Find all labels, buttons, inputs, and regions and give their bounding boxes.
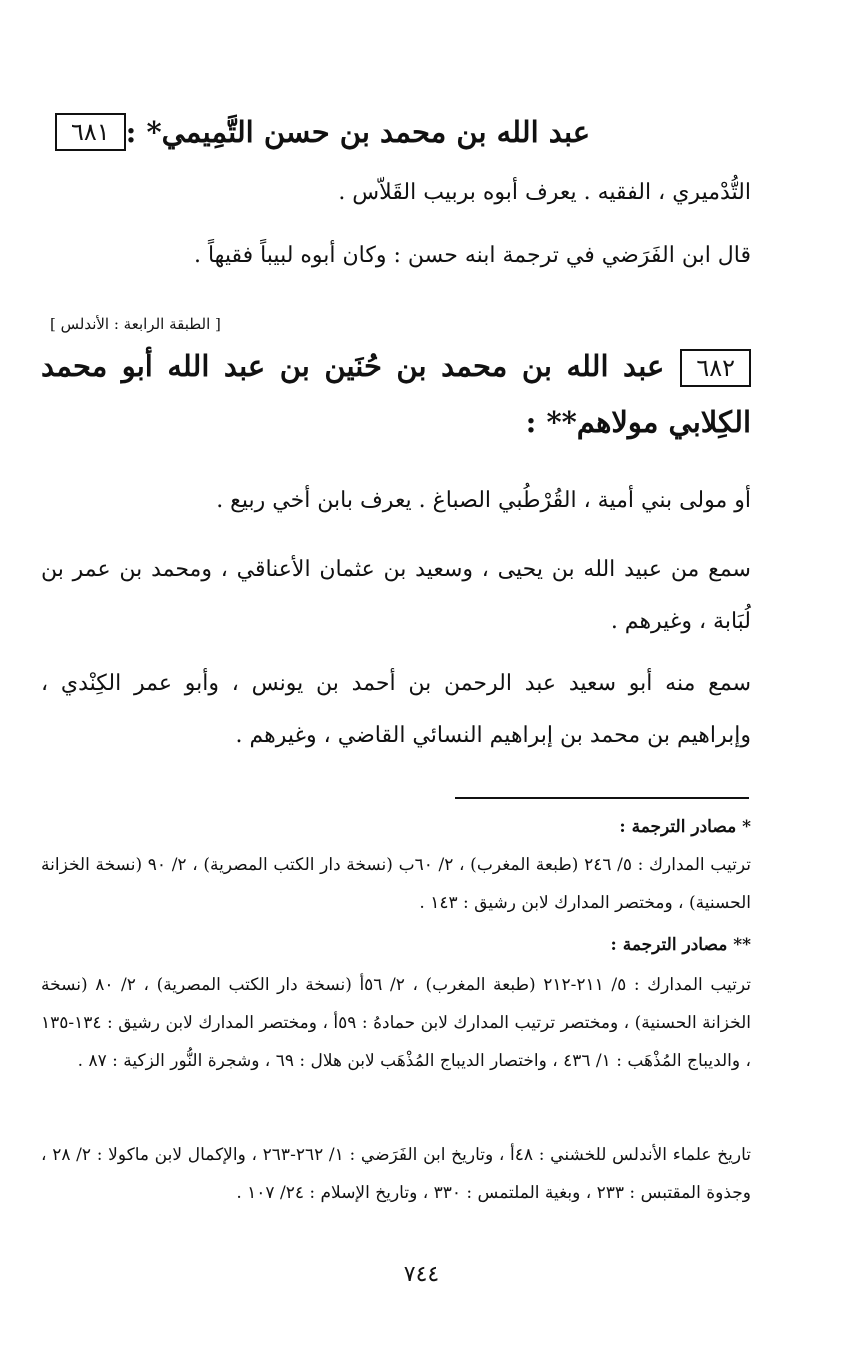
entry-682-para-1: أو مولى بني أمية ، القُرْطُبي الصباغ . يعرف بابن أخي ربيع . <box>216 488 751 513</box>
page-number: ٧٤٤ <box>403 1262 440 1287</box>
entry-title: عبد الله بن محمد بن حُنَين بن عبد الله أبو محمد الكِلابي مولاهم <box>41 349 751 439</box>
entry-682-para-3: سمع منه أبو سعيد عبد الرحمن بن أحمد بن يونس ، وأبو عمر الكِنْدي ، وإبراهيم بن محمد بن إبراهيم النسائي القاضي ، وغيرهم . <box>41 671 751 748</box>
entry-681-line-1: التُّدْميري ، الفقيه . يعرف أبوه بربيب القَلاّس . <box>338 180 751 205</box>
footnote-mark: * : <box>125 115 162 149</box>
entry-682-para-2: سمع من عبيد الله بن يحيى ، وسعيد بن عثمان الأعناقي ، ومحمد بن عمر بن لُبَابة ، وغيرهم . <box>41 557 751 634</box>
entry-681-heading <box>41 112 751 152</box>
footnote-1-heading: * مصادر الترجمة : <box>619 817 751 837</box>
footnote-1-text: ترتيب المدارك : ٥/ ٢٤٦ (طبعة المغرب) ، ٢/ ٦٠ب (نسخة دار الكتب المصرية) ، ٢/ ٩٠ (نسخة الخزانة الحسنية) ، ومختصر المدارك لابن رشيق : ١٤٣ . <box>41 855 751 913</box>
footnote-2-text-1: ترتيب المدارك : ٥/ ٢١١-٢١٢ (طبعة المغرب) ، ٢/ ٥٦أ (نسخة دار الكتب المصرية) ، ٢/ ٨٠ (نسخة الخزانة الحسنية) ، ومختصر ترتيب المدارك لابن حمادهُ : ٥٩أ ، ومختصر المدارك لابن رشيق : ١٣٤-١٣٥ ، والديباج المُذْهَب : ١/ ٤٣٦ ، واختصار الديباج المُذْهَب لابن هلال : ٦٩ ، وشجرة النُّور الزكية : ٨٧ . <box>41 975 751 1071</box>
entry-681-line-2: قال ابن الفَرَضي في ترجمة ابنه حسن : وكان أبوه لبيباً فقيهاً . <box>193 243 751 268</box>
entry-title: عبد الله بن محمد بن حسن التَّمِيمي* : <box>125 115 591 149</box>
entry-682-heading <box>41 338 751 450</box>
section-label: [ الطبقة الرابعة : الأندلس ] <box>50 315 221 333</box>
footnote-2-heading: ** مصادر الترجمة : <box>610 935 751 955</box>
footnote-mark: ** : <box>525 405 577 439</box>
footnote-2-text-2: تاريخ علماء الأندلس للخشني : ٤٨أ ، وتاريخ ابن الفَرَضي : ١/ ٢٦٢-٢٦٣ ، والإكمال لابن ماكولا : ٢/ ٢٨ ، وجذوة المقتبس : ٢٣٣ ، وبغية الملتمس : ٣٣٠ ، وتاريخ الإسلام : ٢٤/ ١٠٧ . <box>41 1145 751 1203</box>
entry-number-box: ٦٨٢ <box>680 349 751 387</box>
entry-number-box: ٦٨١ <box>55 113 126 151</box>
footnote-separator <box>455 797 749 799</box>
